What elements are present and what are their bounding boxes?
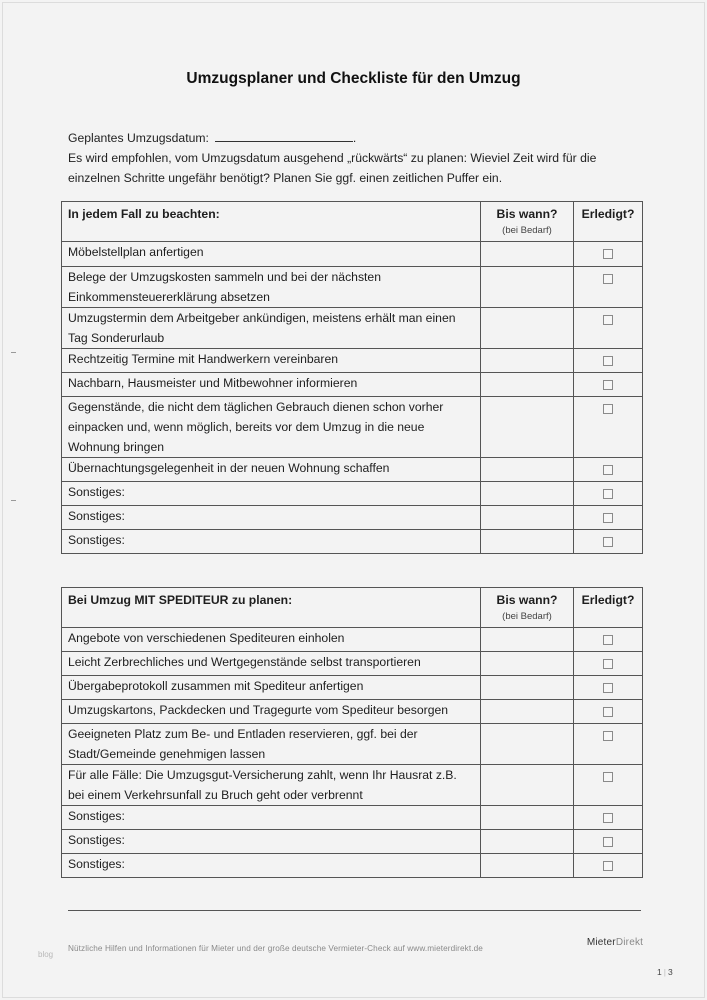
due-date-cell[interactable] [481,765,574,806]
table-row [62,652,643,676]
done-checkbox[interactable] [603,537,613,547]
page-total: 3 [667,967,673,977]
done-cell [574,349,643,373]
header-when-label: Bis wann? [496,593,558,607]
task-cell: Sonstiges: [62,854,481,878]
done-cell [574,652,643,676]
due-date-cell[interactable] [481,308,574,349]
table-row [62,242,643,267]
move-date-suffix: . [352,131,357,145]
table-row [62,308,643,349]
done-checkbox[interactable] [603,731,613,741]
task-cell: Sonstiges: [62,482,481,506]
due-date-cell[interactable] [481,830,574,854]
task-cell: Für alle Fälle: Die Umzugsgut-Versicherung zahlt, wenn Ihr Hausrat z.B. bei einem Verkehrsunfall zu Bruch geht oder verbrennt [62,765,481,806]
due-date-cell[interactable] [481,652,574,676]
done-cell [574,458,643,482]
done-cell [574,482,643,506]
page-number: 1 | 3 [657,967,673,977]
done-cell [574,628,643,652]
done-checkbox[interactable] [603,356,613,366]
done-checkbox[interactable] [603,249,613,259]
done-checkbox[interactable] [603,465,613,475]
done-cell [574,530,643,554]
table-row [62,830,643,854]
table-row [62,700,643,724]
table-row [62,267,643,308]
task-cell: Angebote von verschiedenen Spediteuren einholen [62,628,481,652]
task-cell: Umzugskartons, Packdecken und Tragegurte vom Spediteur besorgen [62,700,481,724]
due-date-cell[interactable] [481,700,574,724]
due-date-cell[interactable] [481,458,574,482]
done-checkbox[interactable] [603,404,613,414]
table-row [62,765,643,806]
table-row [62,397,643,458]
task-cell: Sonstiges: [62,806,481,830]
done-checkbox[interactable] [603,380,613,390]
header-done: Erledigt? [574,202,643,242]
logo-text-light: Direkt [615,937,644,948]
due-date-cell[interactable] [481,373,574,397]
due-date-cell[interactable] [481,724,574,765]
task-cell: Gegenstände, die nicht dem täglichen Gebrauch dienen schon vorher einpacken und, wenn möglich, bereits vor dem Umzug in die neue Wohnung bringen [62,397,481,458]
done-checkbox[interactable] [603,274,613,284]
done-cell [574,308,643,349]
intro-text-line-1: Es wird empfohlen, vom Umzugsdatum ausgehend „rückwärts“ zu planen: Wieviel Zeit wird für die [68,151,597,165]
task-cell: Sonstiges: [62,830,481,854]
done-checkbox[interactable] [603,489,613,499]
done-checkbox[interactable] [603,772,613,782]
footer-text: Nützliche Hilfen und Informationen für Mieter und der große deutsche Vermieter-Check auf www.mieterdirekt.de [68,944,483,953]
done-checkbox[interactable] [603,315,613,325]
table-row [62,373,643,397]
header-when-label: Bis wann? [496,207,558,221]
checklist-table-general [61,201,643,554]
done-cell [574,724,643,765]
document-title: Umzugsplaner und Checkliste für den Umzug [186,70,521,87]
header-when [481,202,574,242]
header-when-sub: (bei Bedarf) [502,225,552,236]
table-row [62,482,643,506]
watermark: blog [38,950,54,959]
mieterdirekt-logo [585,925,645,950]
task-cell: Nachbarn, Hausmeister und Mitbewohner informieren [62,373,481,397]
done-cell [574,700,643,724]
task-cell: Geeigneten Platz zum Be- und Entladen reservieren, ggf. bei der Stadt/Gemeinde genehmigen lassen [62,724,481,765]
task-cell: Übernachtungsgelegenheit in der neuen Wohnung schaffen [62,458,481,482]
done-checkbox[interactable] [603,635,613,645]
table-row [62,458,643,482]
margin-mark [11,352,16,353]
due-date-cell[interactable] [481,806,574,830]
due-date-cell[interactable] [481,628,574,652]
done-checkbox[interactable] [603,707,613,717]
done-cell [574,242,643,267]
table-row [62,628,643,652]
task-cell: Übergabeprotokoll zusammen mit Spediteur anfertigen [62,676,481,700]
table-row [62,724,643,765]
done-cell [574,373,643,397]
task-cell: Umzugstermin dem Arbeitgeber ankündigen, meistens erhält man einen Tag Sonderurlaub [62,308,481,349]
logo-text [587,937,643,948]
move-date-line [68,128,648,148]
due-date-cell[interactable] [481,242,574,267]
move-date-label: Geplantes Umzugsdatum: [68,131,209,145]
table-header-row [62,202,643,242]
due-date-cell[interactable] [481,530,574,554]
task-cell: Rechtzeitig Termine mit Handwerkern vereinbaren [62,349,481,373]
done-checkbox[interactable] [603,813,613,823]
done-checkbox[interactable] [603,513,613,523]
done-checkbox[interactable] [603,837,613,847]
header-task: In jedem Fall zu beachten: [62,202,481,242]
done-cell [574,806,643,830]
done-checkbox[interactable] [603,683,613,693]
page-current: 1 [657,967,662,977]
due-date-cell[interactable] [481,397,574,458]
table-row [62,676,643,700]
checklist-table-mover [61,587,643,878]
due-date-cell[interactable] [481,854,574,878]
header-done: Erledigt? [574,588,643,628]
task-cell: Belege der Umzugskosten sammeln und bei der nächsten Einkommensteuererklärung absetzen [62,267,481,308]
logo-text-bold: Mieter [586,937,616,948]
done-cell [574,765,643,806]
intro-section [68,128,648,188]
due-date-cell[interactable] [481,267,574,308]
move-date-field[interactable] [215,129,353,142]
header-when [481,588,574,628]
task-cell: Sonstiges: [62,506,481,530]
intro-text-line-2: einzelnen Schritte ungefähr benötigt? Planen Sie ggf. einen zeitlichen Puffer ein. [68,171,503,185]
due-date-cell[interactable] [481,482,574,506]
due-date-cell[interactable] [481,676,574,700]
table-row [62,530,643,554]
task-cell: Leicht Zerbrechliches und Wertgegenstände selbst transportieren [62,652,481,676]
task-cell: Möbelstellplan anfertigen [62,242,481,267]
done-cell [574,854,643,878]
margin-mark [11,500,16,501]
footer-divider [68,910,641,911]
header-task: Bei Umzug MIT SPEDITEUR zu planen: [62,588,481,628]
done-cell [574,397,643,458]
done-checkbox[interactable] [603,861,613,871]
done-cell [574,830,643,854]
table-row [62,806,643,830]
header-when-sub: (bei Bedarf) [502,611,552,622]
done-checkbox[interactable] [603,659,613,669]
table-header-row [62,588,643,628]
task-cell: Sonstiges: [62,530,481,554]
due-date-cell[interactable] [481,506,574,530]
due-date-cell[interactable] [481,349,574,373]
table-row [62,506,643,530]
table-row [62,349,643,373]
table-row [62,854,643,878]
done-cell [574,676,643,700]
done-cell [574,267,643,308]
done-cell [574,506,643,530]
